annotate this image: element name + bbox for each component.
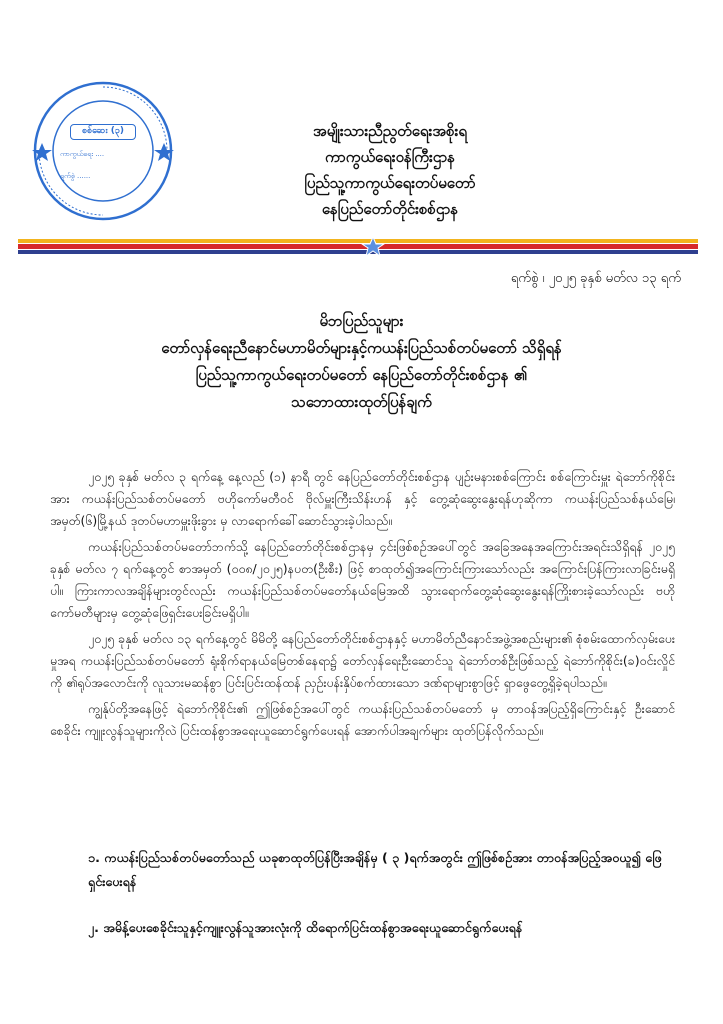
- seal-line-office: ကာကွယ်ရေး ....: [60, 150, 105, 158]
- paragraph: ကယန်းပြည်သစ်တပ်မတော်ဘက်သို့ နေပြည်တော်တိုင်းစစ်ဌာနမှ ၄င်းဖြစ်စဉ်အပေါ်တွင် အခြေအနေအကြောင်းအရင်းသိရှိရန် ၂၀၂၅ ခုနှစ် မတ်လ ၇ ရက်နေ့တွင် စာအမှတ် (၀၀၈/၂၀၂၅)နပတ(ဦးစီး) ဖြင့် စာထုတ်၍အကြောင်းကြားသော်လည်း အကြောင်းပြန်ကြားလာခြင်းမရှိပါ။ ကြားကာလအချိန်များတွင်လည်း ကယန်းပြည်သစ်တပ်မတော်နယ်မြေအထိ သွားရောက်တွေ့ဆုံဆွေးနွေးရန်ကြိုးစားခဲ့သော်လည်း ဗဟိုကော်မတီများမှ တွေ့ဆုံဖြေရှင်းပေးခြင်းမရှိပါ။: [50, 539, 675, 620]
- org-seal: [30, 78, 176, 224]
- paragraph: ကျွန်ုပ်တို့အနေဖြင့် ရဲဘော်ကိုစိုင်း၏ ဤဖြစ်စဉ်အပေါ်တွင် ကယန်းပြည်သစ်တပ်မတော် မှ တာဝန်အပြည့်ရှိကြောင်းနှင့် ဦးဆောင်စေခိုင်း ကျူးလွန်သူများကိုလဲ ပြင်းထန်စွာအရေးယူဆောင်ရွက်ပေးရန် အောက်ပါအချက်များ ထုတ်ပြန်လိုက်သည်။: [50, 701, 675, 738]
- header-line-government: အမျိုးသားညီညွတ်ရေးအစိုးရ: [313, 122, 467, 140]
- demand-item: ၁. ကယန်းပြည်သစ်တပ်မတော်သည် ယခုစာထုတ်ပြန်ပြီးအချိန်မှ ( ၃ )ရက်အတွင်း ဤဖြစ်စဉ်အား တာဝန်အပြည့်အဝယူ၍ ဖြေရှင်းပေးရန်: [88, 850, 662, 889]
- organization-header: [180, 118, 600, 222]
- paragraph: ၂၀၂၅ ခုနှစ် မတ်လ ၁၃ ရက်နေ့တွင် မိမိတို့ နေပြည်တော်တိုင်းစစ်ဌာနနှင့် မဟာမိတ်ညီနောင်အဖွဲ့အစည်းများ၏ စုံစမ်းထောက်လှမ်းပေးမှုအရ ကယန်းပြည်သစ်တပ်မတော် ရုံးစိုက်ရာနယ်မြေတစ်နေရာ၌ တော်လှန်ရေးဦးဆောင်သူ ရဲဘော်တစ်ဦးဖြစ်သည့် ရဲဘော်ကိုစိုင်း(ခ)ဝင်းလှိုင်ကို ၏ရုပ်အလောင်းကို လူသားမဆန်စွာ ပြင်းပြင်းထန်ထန် ညှဉ်းပန်းနှိပ်စက်ထားသော ဒဏ်ရာများစွာဖြင့် ရှာဖွေတွေ့ရှိခဲ့ရပါသည်။: [50, 631, 675, 690]
- statement-title: [60, 308, 663, 416]
- header-line-pdf: ပြည်သူ့ကာကွယ်ရေးတပ်မတော်: [304, 174, 476, 192]
- header-line-command: နေပြည်တော်တိုင်းစစ်ဌာန: [321, 200, 459, 218]
- title-line-1: မိဘပြည်သူများ: [319, 312, 404, 330]
- seal-line-date: ရက်စွဲ ......: [60, 172, 91, 180]
- paragraph: ၂၀၂၅ ခုနှစ် မတ်လ ၃ ရက်နေ့ နေ့လည် (၁) နာရီ တွင် နေပြည်တော်တိုင်းစစ်ဌာန ပျဉ်းမနားစစ်ကြောင်း စစ်ကြောင်းမှူး ရဲဘော်ကိုစိုင်း အား ကယန်းပြည်သစ်တပ်မတော် ဗဟိုကော်မတီဝင် ဗိုလ်မှူးကြီးသိန်းဟန် နှင့် တွေ့ဆုံဆွေးနွေးရန်ဟုဆိုကာ ကယန်းပြည်သစ်နယ်မြေ၊ အမှတ်(၆)မြို့နယ် ဒုတပ်မဟာမှူးဖိုးခွား မှ လာရောက်ခေါ်ဆောင်သွားခဲ့ပါသည်။: [50, 469, 675, 528]
- title-line-4: သဘောထားထုတ်ပြန်ချက်: [291, 393, 432, 411]
- title-line-3: ပြည်သူ့ကာကွယ်ရေးတပ်မတော် နေပြည်တော်တိုင်းစစ်ဌာန ၏: [195, 366, 528, 384]
- statement-body: [50, 466, 675, 746]
- title-line-2: တော်လှန်ရေးညီနောင်မဟာမိတ်များနှင့်ကယန်းပြည်သစ်တပ်မတော် သိရှိရန်: [161, 339, 562, 357]
- header-line-ministry: ကာကွယ်ရေးဝန်ကြီးဌာန: [324, 148, 456, 166]
- flag-stripe-divider: [18, 237, 698, 257]
- demand-item: ၂. အမိန့်ပေးစေခိုင်းသူနှင့်ကျူးလွန်သူအားလုံးကို ထိရောက်ပြင်းထန်စွာအရေးယူဆောင်ရွက်ပေးရန်: [88, 920, 523, 935]
- document-date: ရက်စွဲ ၊ ၂၀၂၅ ခုနှစ် မတ်လ ၁၃ ရက်: [510, 271, 681, 286]
- demand-list: [88, 846, 678, 962]
- seal-label: စစ်ဆေး (၃): [70, 124, 136, 140]
